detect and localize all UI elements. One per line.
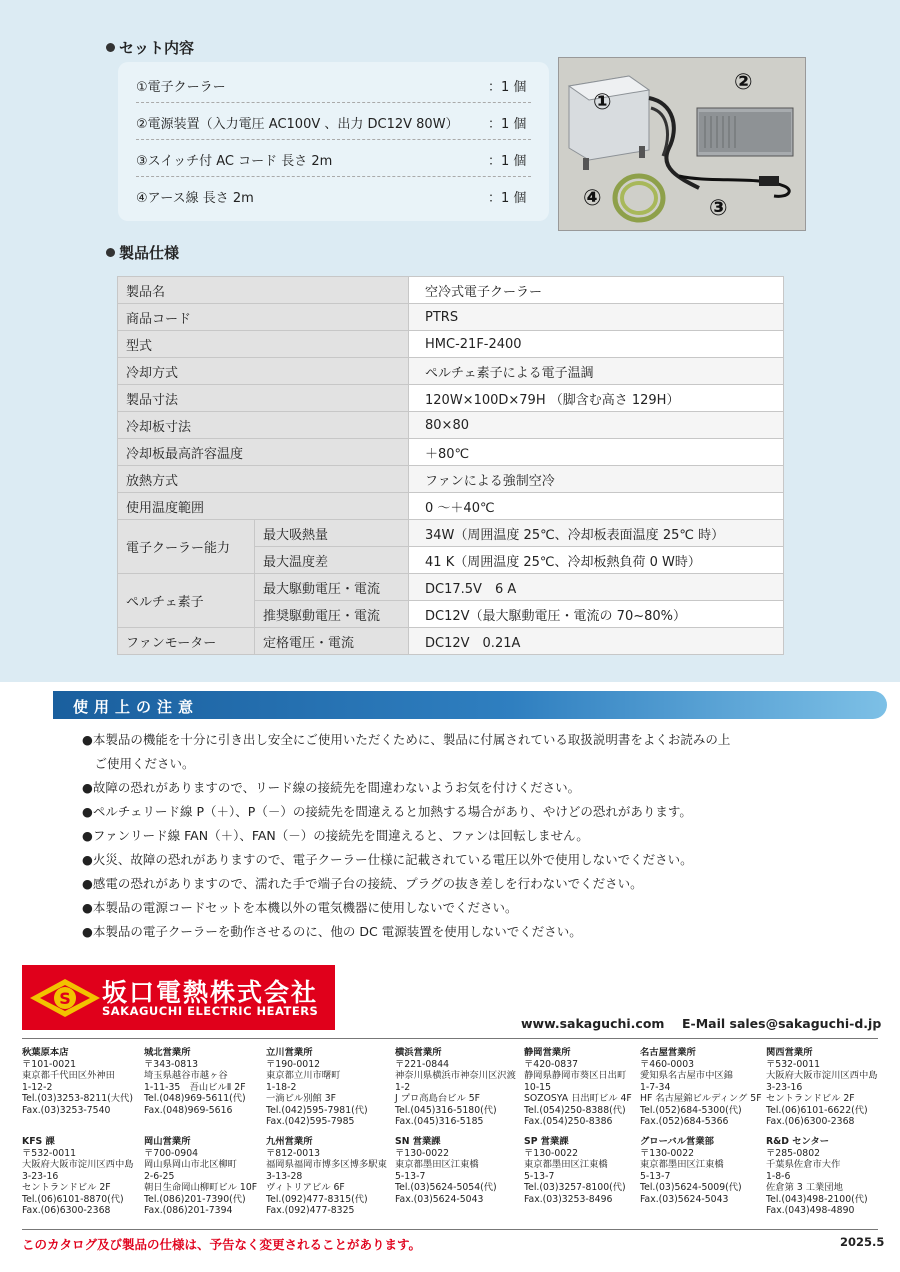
spec-sub-key: 推奨駆動電圧・電流 [255, 601, 409, 628]
office-line: 5-13-7 [640, 1170, 671, 1182]
office-line: 〒460-0003 [640, 1058, 695, 1070]
office-line: Fax.(03)5624-5043 [395, 1193, 484, 1205]
office-block [266, 1136, 392, 1217]
office-name: SP 営業課 [524, 1136, 569, 1147]
office-line: 岡山県岡山市北区柳町 [144, 1159, 237, 1170]
divider [22, 1229, 878, 1230]
office-block [524, 1047, 650, 1128]
office-line: 〒130-0022 [395, 1147, 450, 1159]
company-name-en: SAKAGUCHI ELECTRIC HEATERS [102, 1004, 319, 1018]
table-row [118, 358, 784, 385]
office-line: Fax.(043)498-4890 [766, 1205, 855, 1216]
office-line: 東京都立川市曙町 [266, 1070, 341, 1081]
caution-item: ●ファンリード線 FAN（＋）、FAN（－）の接続先を間違えると、ファンは回転しません。 [82, 828, 589, 843]
office-line: セントランドビル 2F [22, 1182, 111, 1193]
office-line: Tel.(03)5624-5009(代) [640, 1182, 742, 1193]
office-line: 〒700-0904 [144, 1147, 199, 1159]
table-row [118, 520, 784, 547]
office-line: Fax.(03)5624-5043 [640, 1193, 729, 1205]
office-line: Tel.(045)316-5180(代) [395, 1104, 497, 1116]
office-line: 〒130-0022 [640, 1147, 695, 1159]
table-row [118, 385, 784, 412]
office-line: 埼玉県越谷市越ヶ谷 [144, 1070, 228, 1081]
spec-group-key: 電子クーラー能力 [118, 520, 255, 574]
set-item-name: ①電子クーラー [136, 80, 226, 95]
office-block [524, 1136, 650, 1205]
set-item-qty: ：1 個 [488, 117, 527, 132]
spec-value: HMC-21F-2400 [409, 331, 784, 358]
spec-key: 冷却板最高許容温度 [118, 439, 409, 466]
notice-heading-bar [53, 691, 887, 719]
set-item-qty: ：1 個 [488, 191, 527, 206]
office-line: 2-6-25 [144, 1170, 175, 1182]
office-line: 3-23-16 [766, 1081, 803, 1093]
office-line: Tel.(03)3257-8100(代) [524, 1182, 626, 1193]
set-contents-heading: セット内容 [106, 37, 194, 58]
office-line: Fax.(03)3253-8496 [524, 1193, 613, 1205]
caution-item: ●本製品の電源コードセットを本機以外の電気機器に使用しないでください。 [82, 900, 518, 915]
photo-label-4: ④ [583, 186, 602, 211]
office-line: 5-13-7 [395, 1170, 426, 1182]
office-line: セントランドビル 2F [766, 1093, 855, 1104]
spec-key: 製品寸法 [118, 385, 409, 412]
office-line: 福岡県福岡市博多区博多駅東 [266, 1159, 387, 1170]
set-item [136, 66, 531, 103]
caution-item: ●ペルチェリード線 P（＋）、P（－）の接続先を間違えると加熱する場合があり、やけどの恐れがあります。 [82, 804, 692, 819]
office-line: SOZOSYA 日出町ビル 4F [524, 1093, 632, 1104]
office-line: 神奈川県横浜市神奈川区沢渡 [395, 1070, 516, 1081]
office-line: Tel.(048)969-5611(代) [144, 1093, 246, 1104]
office-block [266, 1047, 392, 1128]
table-row [118, 466, 784, 493]
photo-label-1: ① [593, 90, 612, 115]
spec-value: ペルチェ素子による電子温調 [409, 358, 784, 385]
spec-value: DC12V 0.21A [409, 628, 784, 655]
notice-heading: 使用上の注意 [73, 698, 200, 716]
table-row [118, 331, 784, 358]
office-block [766, 1047, 892, 1128]
office-block [766, 1136, 892, 1217]
set-item [136, 177, 531, 213]
spec-value: ファンによる強制空冷 [409, 466, 784, 493]
office-line: Tel.(092)477-8315(代) [266, 1193, 368, 1205]
disclaimer-note: このカタログ及び製品の仕様は、予告なく変更されることがあります。 [22, 1237, 422, 1252]
office-line: 朝日生命岡山柳町ビル 10F [144, 1182, 258, 1193]
office-line: 大阪府大阪市淀川区西中島 [766, 1070, 878, 1081]
office-line: 愛知県名古屋市中区錦 [640, 1070, 733, 1081]
office-block [22, 1047, 148, 1116]
office-block [395, 1136, 521, 1205]
office-name: KFS 課 [22, 1136, 55, 1147]
office-line: Tel.(06)6101-6622(代) [766, 1104, 868, 1116]
office-line: HF 名古屋錦ビルディング 5F [640, 1093, 762, 1104]
office-line: 〒130-0022 [524, 1147, 579, 1159]
spec-value: DC12V（最大駆動電圧・電流の 70~80%） [409, 601, 784, 628]
caution-item: ●本製品の電子クーラーを動作させるのに、他の DC 電源装置を使用しないでください。 [82, 924, 582, 939]
spec-group-key: ペルチェ素子 [118, 574, 255, 628]
office-line: 東京都墨田区江東橋 [395, 1159, 479, 1170]
office-line: Tel.(03)5624-5054(代) [395, 1182, 497, 1193]
office-name: 静岡営業所 [524, 1047, 571, 1058]
caution-item: ●火災、故障の恐れがありますので、電子クーラー仕様に記載されている電圧以外で使用しないでください。 [82, 852, 693, 867]
office-line: 〒420-0837 [524, 1058, 579, 1070]
spec-key: 放熱方式 [118, 466, 409, 493]
office-line: 1-18-2 [266, 1081, 297, 1093]
office-block [144, 1136, 270, 1217]
office-line: 1-12-2 [22, 1081, 53, 1093]
caution-item: ●感電の恐れがありますので、濡れた手で端子台の接続、プラグの抜き差しを行わないでください。 [82, 876, 643, 891]
office-line: Fax.(06)6300-2368 [766, 1116, 855, 1127]
set-item-name: ②電源装置（入力電圧 AC100V 、出力 DC12V 80W） [136, 117, 459, 132]
spec-key: 冷却板寸法 [118, 412, 409, 439]
office-line: Fax.(045)316-5185 [395, 1116, 484, 1127]
bullet-icon [106, 43, 115, 52]
spec-value: 120W×100D×79H （脚含む高さ 129H） [409, 385, 784, 412]
spec-value: 80×80 [409, 412, 784, 439]
office-name: 横浜営業所 [395, 1047, 442, 1058]
set-item [136, 103, 531, 140]
office-line: 佐倉第 3 工業団地 [766, 1182, 843, 1193]
office-line: Tel.(052)684-5300(代) [640, 1104, 742, 1116]
spec-heading: 製品仕様 [106, 242, 179, 263]
set-item-name: ④アース線 長さ 2m [136, 191, 254, 206]
caution-item: ●故障の恐れがありますので、リード線の接続先を間違わないようお気を付けください。 [82, 780, 581, 795]
office-line: 東京都墨田区江東橋 [640, 1159, 724, 1170]
office-block [395, 1047, 521, 1128]
table-row [118, 304, 784, 331]
office-name: 名古屋営業所 [640, 1047, 696, 1058]
office-name: 立川営業所 [266, 1047, 313, 1058]
spec-value: 0 ～＋40℃ [409, 493, 784, 520]
set-item-qty: ：1 個 [488, 154, 527, 169]
spec-value: 41 K（周囲温度 25℃、冷却板熱負荷 0 W時） [409, 547, 784, 574]
spec-value: DC17.5V 6 A [409, 574, 784, 601]
office-name: 秋葉原本店 [22, 1047, 69, 1058]
divider [22, 1038, 878, 1039]
office-line: 静岡県静岡市葵区日出町 [524, 1070, 627, 1081]
office-line: 3-13-28 [266, 1170, 303, 1182]
office-name: 岡山営業所 [144, 1136, 191, 1147]
office-line: 〒190-0012 [266, 1058, 321, 1070]
photo-label-2: ② [734, 70, 753, 95]
table-row [118, 412, 784, 439]
photo-label-3: ③ [709, 196, 728, 221]
office-line: 一滴ビル別館 3F [266, 1093, 336, 1104]
spec-group-key: ファンモーター [118, 628, 255, 655]
spec-key: 冷却方式 [118, 358, 409, 385]
office-block [144, 1047, 270, 1116]
office-line: Fax.(042)595-7985 [266, 1116, 355, 1127]
office-line: Fax.(048)969-5616 [144, 1104, 233, 1116]
office-line: Tel.(054)250-8388(代) [524, 1104, 626, 1116]
office-line: 〒101-0021 [22, 1058, 77, 1070]
office-block [22, 1136, 148, 1217]
caution-item: ご使用ください。 [82, 756, 195, 771]
spec-value: PTRS [409, 304, 784, 331]
company-emblem-icon [30, 977, 100, 1019]
office-line: Tel.(043)498-2100(代) [766, 1193, 868, 1205]
spec-sub-key: 定格電圧・電流 [255, 628, 409, 655]
spec-sub-key: 最大駆動電圧・電流 [255, 574, 409, 601]
set-item [136, 140, 531, 177]
spec-value: ＋80℃ [409, 439, 784, 466]
office-line: Tel.(06)6101-8870(代) [22, 1193, 124, 1205]
office-line: 〒532-0011 [22, 1147, 77, 1159]
office-block [640, 1136, 766, 1205]
office-line: 東京都墨田区江東橋 [524, 1159, 608, 1170]
office-line: 〒221-0844 [395, 1058, 450, 1070]
office-line: Fax.(052)684-5366 [640, 1116, 729, 1127]
svg-text:S: S [59, 989, 71, 1008]
spec-key: 型式 [118, 331, 409, 358]
set-contents-box [118, 62, 549, 221]
office-name: R&D センター [766, 1136, 830, 1147]
website-link[interactable]: www.sakaguchi.com [521, 1016, 665, 1031]
office-line: 〒343-0813 [144, 1058, 199, 1070]
office-line: 1-8-6 [766, 1170, 791, 1182]
company-name-jp: 坂口電熱株式会社 [102, 978, 319, 1007]
spec-key: 製品名 [118, 277, 409, 304]
spec-value: 空冷式電子クーラー [409, 277, 784, 304]
email-link[interactable]: E-Mail sales@sakaguchi-d.jp [682, 1016, 882, 1031]
office-line: 5-13-7 [524, 1170, 555, 1182]
office-line: 1-11-35 吾山ビルⅡ 2F [144, 1081, 246, 1093]
publication-date: 2025.5 [840, 1235, 885, 1249]
company-logo [22, 965, 335, 1030]
spec-value: 34W（周囲温度 25℃、冷却板表面温度 25℃ 時） [409, 520, 784, 547]
office-line: 10-15 [524, 1081, 552, 1093]
office-line: 1-2 [395, 1081, 411, 1093]
office-line: ヴィトリアビル 6F [266, 1182, 345, 1193]
set-item-qty: ：1 個 [488, 80, 527, 95]
office-line: 1-7-34 [640, 1081, 671, 1093]
office-line: Tel.(042)595-7981(代) [266, 1104, 368, 1116]
spec-key: 使用温度範囲 [118, 493, 409, 520]
office-name: SN 営業課 [395, 1136, 441, 1147]
spec-sub-key: 最大温度差 [255, 547, 409, 574]
office-line: Fax.(092)477-8325 [266, 1205, 355, 1216]
office-line: 〒532-0011 [766, 1058, 821, 1070]
office-line: Fax.(06)6300-2368 [22, 1205, 111, 1216]
table-row [118, 493, 784, 520]
office-line: Fax.(054)250-8386 [524, 1116, 613, 1127]
spec-table [117, 276, 784, 655]
office-line: 〒285-0802 [766, 1147, 821, 1159]
table-row [118, 628, 784, 655]
office-line: 3-23-16 [22, 1170, 59, 1182]
table-row [118, 574, 784, 601]
office-line: 千葉県佐倉市大作 [766, 1159, 841, 1170]
set-item-name: ③スイッチ付 AC コード 長さ 2m [136, 154, 333, 169]
office-line: Tel.(086)201-7390(代) [144, 1193, 246, 1205]
office-block [640, 1047, 766, 1128]
bullet-icon [106, 248, 115, 257]
caution-list [82, 728, 802, 944]
office-line: Fax.(086)201-7394 [144, 1205, 233, 1216]
office-name: 関西営業所 [766, 1047, 813, 1058]
office-line: 東京都千代田区外神田 [22, 1070, 115, 1081]
office-line: J プロ高島台ビル 5F [395, 1093, 480, 1104]
product-photo [558, 57, 806, 231]
table-row [118, 277, 784, 304]
office-name: グローバル営業部 [640, 1136, 714, 1147]
table-row [118, 439, 784, 466]
caution-item: ●本製品の機能を十分に引き出し安全にご使用いただくために、製品に付属されている取扱説明書をよくお読みの上 [82, 732, 731, 747]
spec-key: 商品コード [118, 304, 409, 331]
spec-sub-key: 最大吸熱量 [255, 520, 409, 547]
office-name: 九州営業所 [266, 1136, 313, 1147]
office-line: Tel.(03)3253-8211(大代) [22, 1093, 133, 1104]
office-line: Fax.(03)3253-7540 [22, 1104, 111, 1116]
office-line: 〒812-0013 [266, 1147, 321, 1159]
office-line: 大阪府大阪市淀川区西中島 [22, 1159, 134, 1170]
office-name: 城北営業所 [144, 1047, 191, 1058]
